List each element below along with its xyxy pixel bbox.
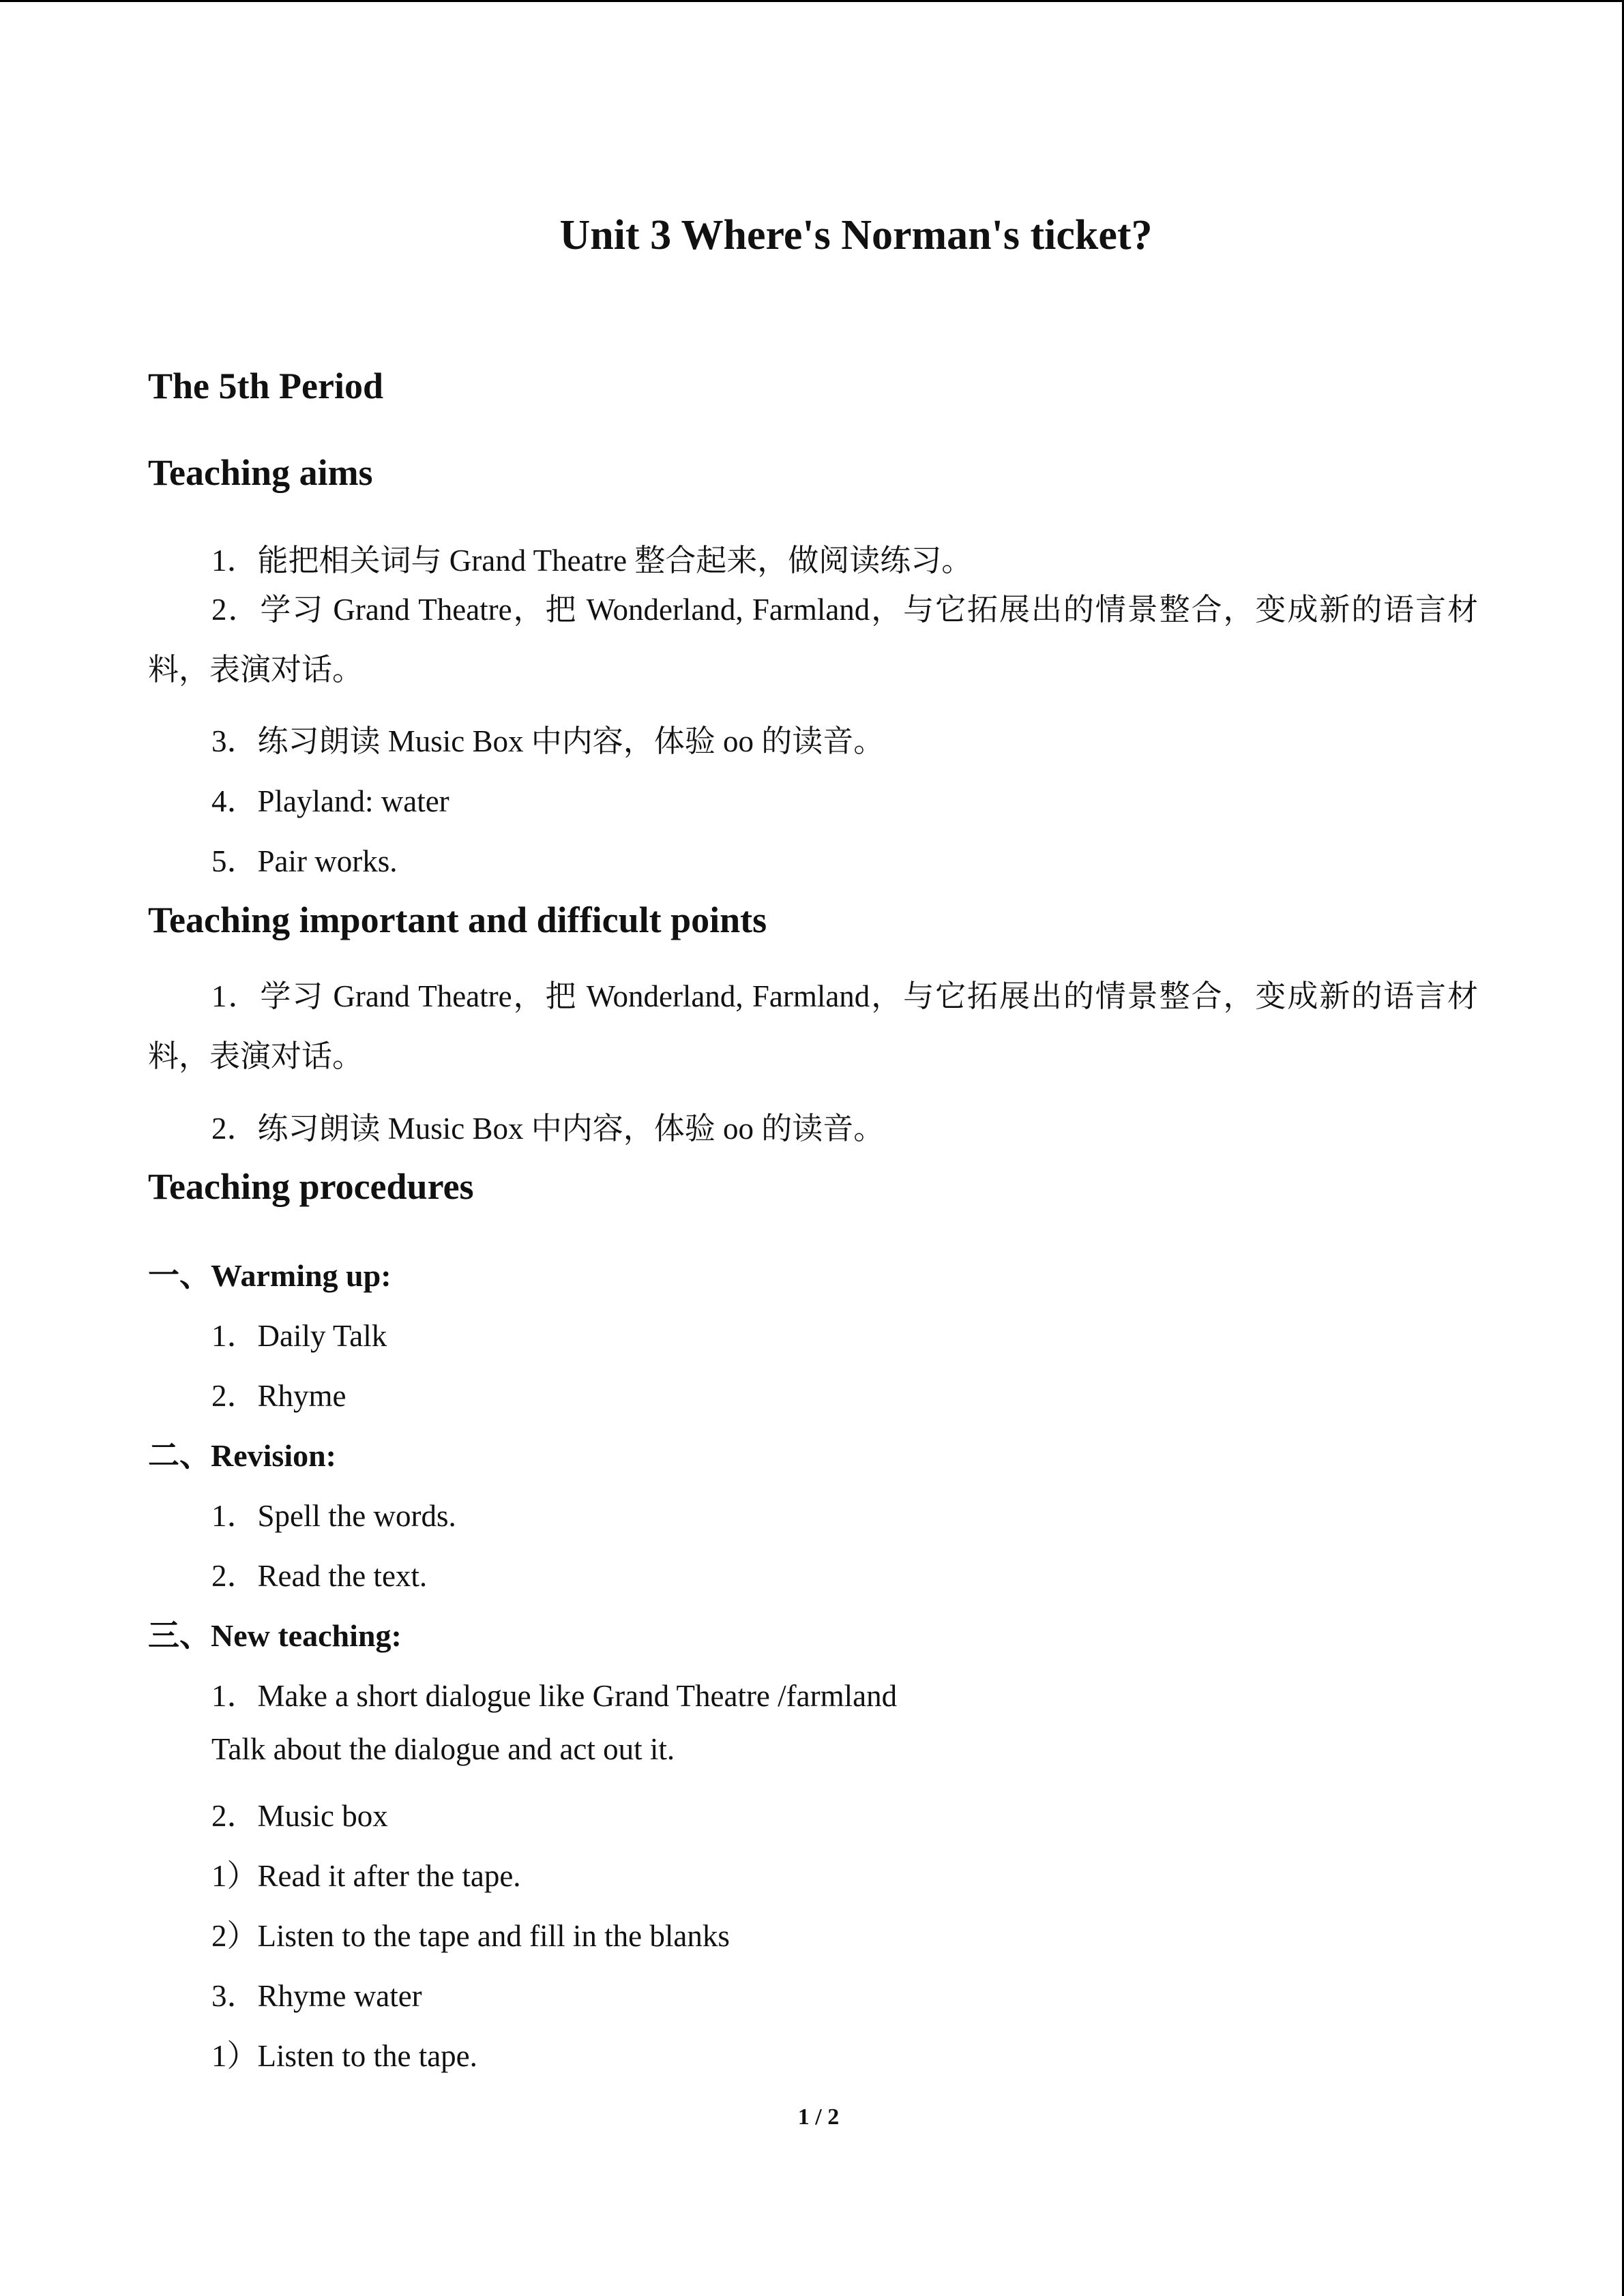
procedure-item: 2．Read the text.: [211, 1559, 428, 1593]
aim-item: 2．学习 Grand Theatre，把 Wonderland, Farmland，与它拓展出的情景整合，变成新的语言材料，表演对话。: [148, 593, 1478, 687]
procedure-item: 2）Listen to the tape and fill in the blanks: [211, 1919, 730, 1953]
aim-item: 3．练习朗读 Music Box 中内容，体验 oo 的读音。: [211, 724, 885, 758]
procedure-item: 1．Spell the words.: [211, 1499, 456, 1533]
key-points-heading: Teaching important and difficult points: [148, 899, 767, 940]
section-heading: 一、Warming up:: [148, 1258, 392, 1293]
section-heading: 二、Revision:: [148, 1438, 336, 1473]
section-heading: 三、New teaching:: [148, 1618, 402, 1653]
aim-item: 1．能把相关词与 Grand Theatre 整合起来，做阅读练习。: [211, 543, 973, 578]
procedure-item: 3．Rhyme water: [211, 1979, 422, 2013]
document-title: Unit 3 Where's Norman's ticket?: [559, 212, 1153, 258]
aim-item: 4．Playland: water: [211, 784, 449, 818]
period-heading: The 5th Period: [148, 366, 383, 406]
procedure-item: 2．Rhyme: [211, 1379, 346, 1413]
procedure-item: 1）Read it after the tape.: [211, 1859, 521, 1893]
page-number: 1 / 2: [797, 2104, 840, 2130]
procedure-item: 1．Daily Talk: [211, 1319, 387, 1353]
key-point-item: 2．练习朗读 Music Box 中内容，体验 oo 的读音。: [211, 1112, 885, 1146]
procedure-item: Talk about the dialogue and act out it.: [211, 1732, 675, 1766]
procedure-item: 1．Make a short dialogue like Grand Theatre /farmland: [211, 1679, 898, 1713]
teaching-aims-heading: Teaching aims: [148, 452, 373, 493]
procedure-item: 1）Listen to the tape.: [211, 2039, 477, 2073]
aim-item: 5．Pair works.: [211, 844, 398, 878]
procedures-heading: Teaching procedures: [148, 1166, 474, 1207]
procedure-item: 2．Music box: [211, 1799, 388, 1833]
key-point-item: 1．学习 Grand Theatre，把 Wonderland, Farmland，与它拓展出的情景整合，变成新的语言材料，表演对话。: [148, 979, 1478, 1073]
